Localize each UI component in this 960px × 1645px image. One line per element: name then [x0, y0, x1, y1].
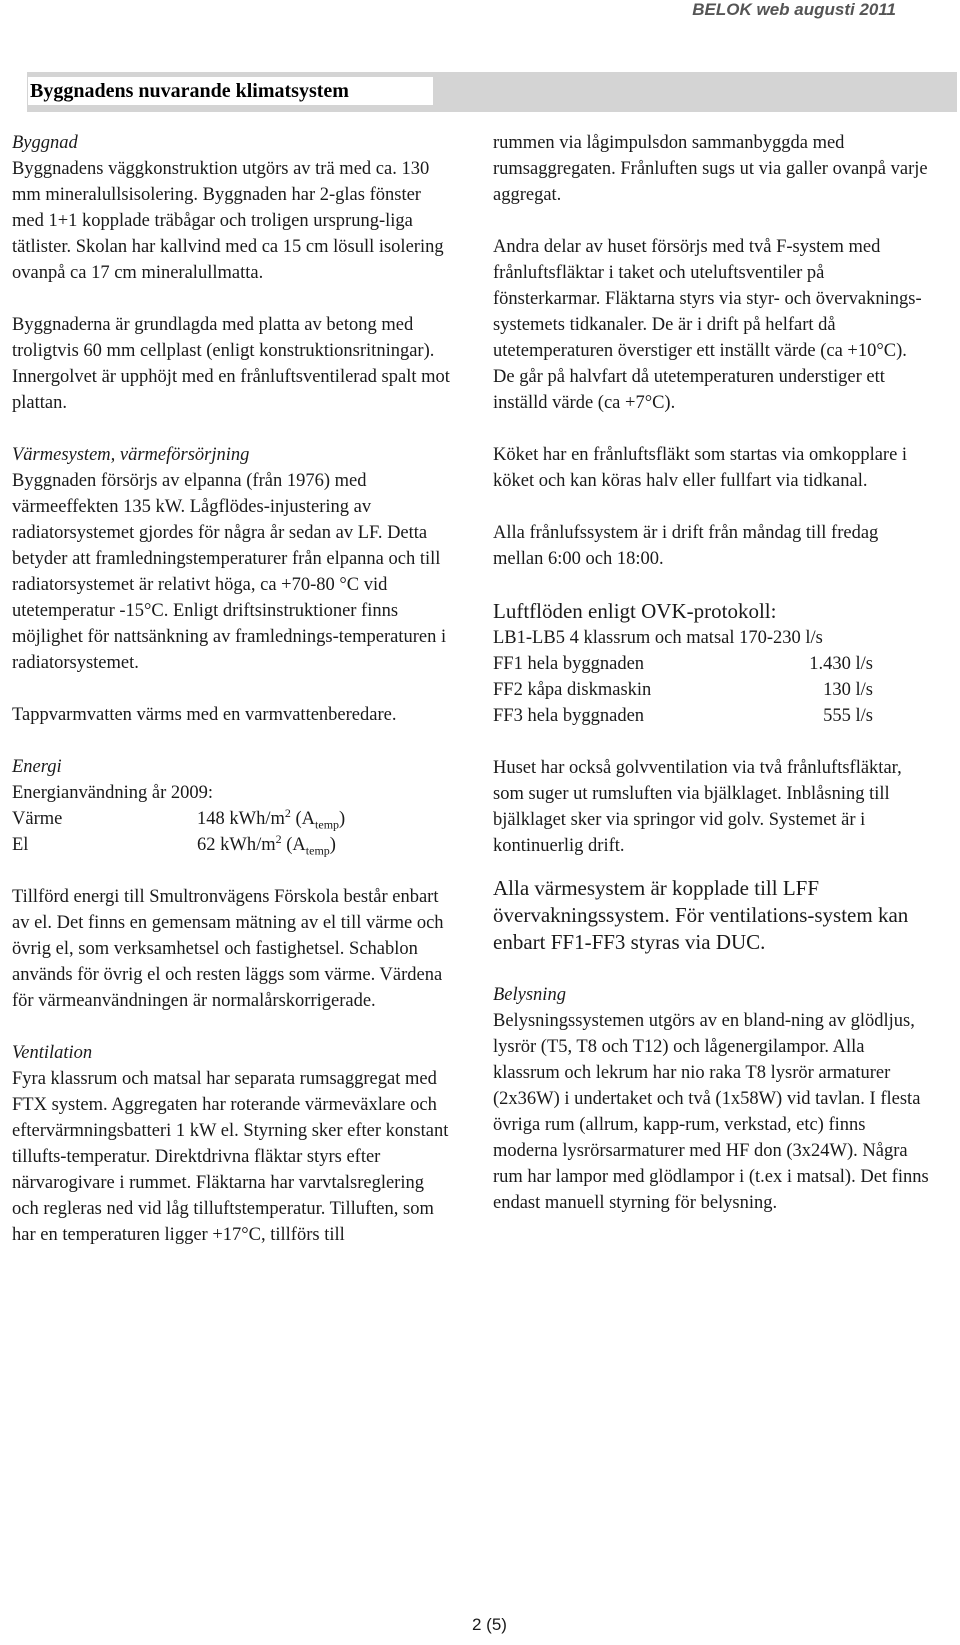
page-number: 2 (5): [472, 1615, 507, 1634]
right-paragraph-1: rummen via lågimpulsdon sammanbyggda med rumsaggregaten. Frånluften sugs ut via galler ovanpå varje aggregat.: [493, 133, 928, 205]
section-title: Byggnadens nuvarande klimatsystem: [28, 77, 433, 105]
flow-row: FF2 kåpa diskmaskin 130 l/s: [493, 680, 873, 700]
varme-heading: Värmesystem, värmeförsörjning: [12, 445, 250, 465]
energi-label: El: [12, 835, 29, 855]
varme-paragraph-1: Byggnaden försörjs av elpanna (från 1976) med värmeeffekten 135 kW. Lågflödes-injustering av radiatorsystemet gjordes för några år sedan av LF. Detta betyder att framledningstemperaturer från elpanna och till radiatorsystemet är relativt höga, ca +70-80 °C vid utetemperatur -15°C. Enligt driftsinstruktioner finns möjlighet för nattsänkning av framlednings-temperaturen i radiatorsystemet.: [12, 471, 447, 673]
flow-row: FF1 hela byggnaden 1.430 l/s: [493, 654, 873, 674]
belysning-heading: Belysning: [493, 985, 566, 1005]
energi-paragraph-2: Tillförd energi till Smultronvägens Förskola består enbart av el. Det finns en gemensam mätning av el till värme och övrig el, som verksamhetsel och fastighetsel. Schablon används för övrig el och resten läggs som värme. Värdena för värmeanvändningen är normalårskorrigerade.: [12, 887, 444, 1011]
right-paragraph-3: Köket har en frånluftsfläkt som startas via omkopplare i köket och kan köras halv eller fullfart via tidkanal.: [493, 445, 908, 491]
byggnad-paragraph-2: Byggnaderna är grundlagda med platta av betong med troligtvis 60 mm cellplast (enligt konstruktionsritningar). Innergolvet är upphöjt med en frånluftsventilerad spalt mot plattan.: [12, 315, 450, 413]
right-paragraph-5: Huset har också golvventilation via två frånluftsfläktar, som suger ut rumsluften via bjälklaget. Inblåsning till bjälklaget sker via springor vid golv. Systemet är i kontinuerlig drift.: [493, 758, 902, 856]
right-paragraph-6: Alla värmesystem är kopplade till LFF övervakningssystem. För ventilations-system kan enbart FF1-FF3 styras via DUC.: [493, 876, 909, 954]
byggnad-paragraph-1: Byggnadens väggkonstruktion utgörs av trä med ca. 130 mm mineralullsisolering. Byggnaden har 2-glas fönster med 1+1 kopplade träbågar och troligen ursprung-liga tätlister. Skolan har kallvind med ca 15 cm lösull isolering ovanpå ca 17 cm mineralullmatta.: [12, 159, 444, 283]
byggnad-heading: Byggnad: [12, 133, 78, 153]
flow-row: FF3 hela byggnaden 555 l/s: [493, 706, 873, 726]
varme-paragraph-2: Tappvarmvatten värms med en varmvattenberedare.: [12, 705, 397, 725]
energi-row-el: [12, 832, 452, 858]
ventilation-paragraph-1: Fyra klassrum och matsal har separata rumsaggregat med FTX system. Aggregaten har roterande värmeväxlare och eftervärmningsbatteri 1 kW el. Styrning sker efter konstant tillufts-temperatur. Direktdrivna fläktar styrs efter närvarogivare i rummet. Fläktarna har varvtalsreglering och regleras ned vid låg tilluftstemperatur. Tilluften, som har en temperaturen ligger +17°C, tillförs till: [12, 1069, 449, 1245]
energi-intro: Energianvändning år 2009:: [12, 783, 214, 803]
energi-heading: Energi: [12, 757, 62, 777]
right-paragraph-2: Andra delar av huset försörjs med två F-system med frånluftsfläktar i taket och uteluftsventiler på fönsterkarmar. Fläktarna styrs via styr- och övervaknings-systemets tidkanaler. De är i drift på helfart då utetemperaturen överstiger ett inställt värde (ca +10°C). De går på halvfart då utetemperaturen understiger ett inställd värde (ca +7°C).: [493, 237, 922, 413]
energi-row-varme: [12, 806, 452, 832]
flow-heading: Luftflöden enligt OVK-protokoll:: [493, 599, 777, 623]
right-paragraph-4: Alla frånlufssystem är i drift från måndag till fredag mellan 6:00 och 18:00.: [493, 523, 879, 569]
flow-lb-row: LB1-LB5 4 klassrum och matsal 170-230 l/s: [493, 628, 823, 648]
energi-value: 62 kWh/$m^2$ $(A_{temp})$: [197, 831, 336, 858]
right-column: [493, 130, 933, 1216]
energi-value: 148 kWh/$m^2$ $(A_{temp})$: [197, 805, 346, 832]
energi-label: Värme: [12, 809, 63, 829]
publication-header: BELOK web augusti 2011: [692, 0, 896, 19]
belysning-paragraph: Belysningssystemen utgörs av en bland-ning av glödljus, lysrör (T5, T8 och T12) och lågenergilampor. Alla klassrum och lekrum har nio raka T8 lysrör armaturer (2x36W) i undertaket och två (1x58W) vid tavlan. I flesta övriga rum (allrum, kapp-rum, verkstad, etc) finns moderna lysrörsarmaturer med HF don (3x24W). Några rum har lampor med glödlampor i (t.ex i matsal). Det finns endast manuell styrning för belysning.: [493, 1011, 929, 1213]
left-column: [12, 130, 452, 1248]
ventilation-heading: Ventilation: [12, 1043, 93, 1063]
